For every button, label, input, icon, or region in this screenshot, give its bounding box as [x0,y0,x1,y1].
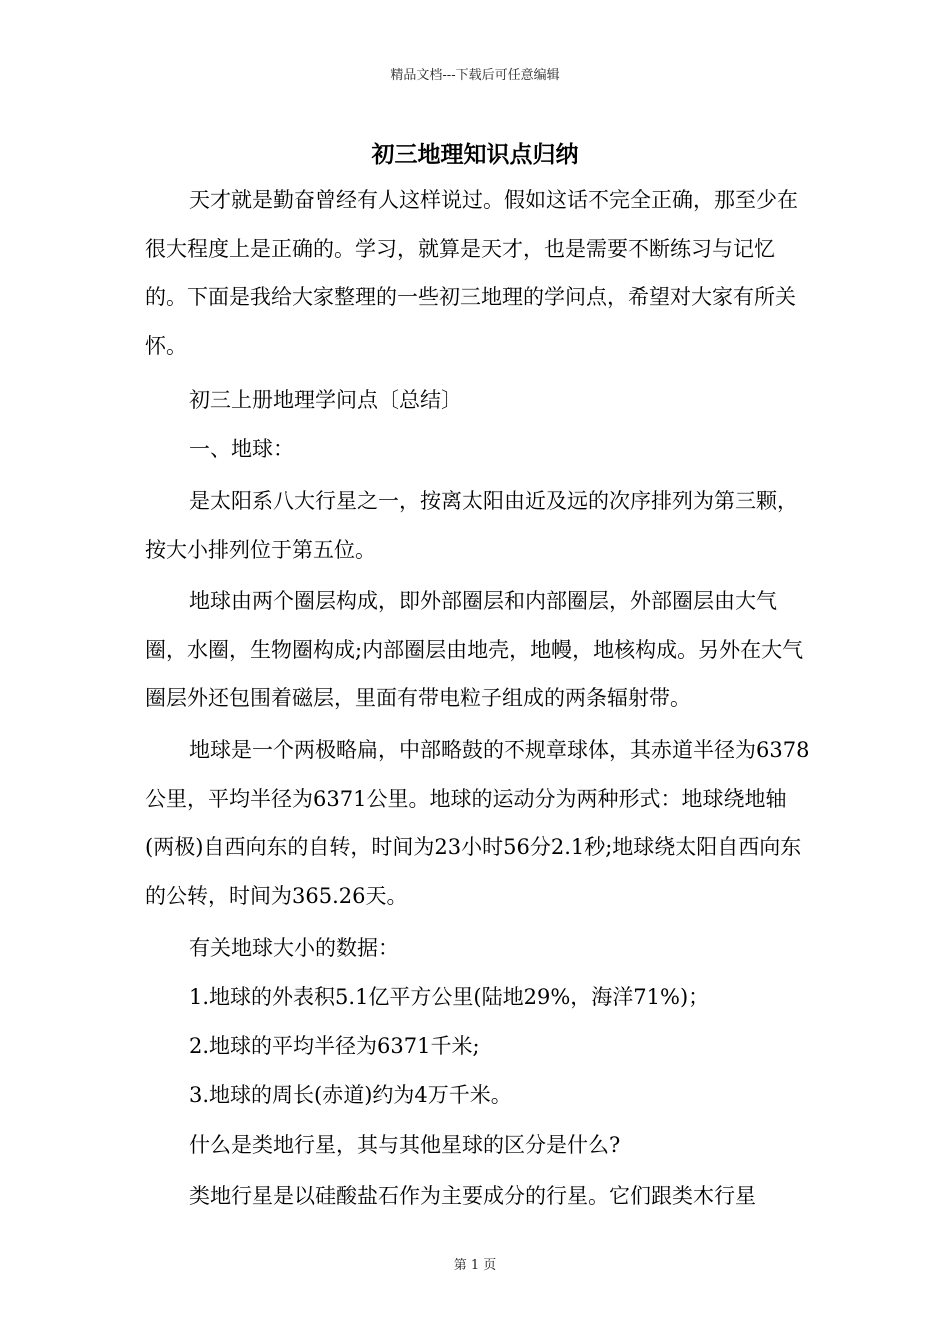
page-header: 精品文档---下载后可任意编辑 [390,68,560,83]
paragraph-earth-shape: 地球是一个两极略扁，中部略鼓的不规章球体，其赤道半径为6378公里，平均半径为6371公里。地球的运动分为两种形式：地球绕地轴(两极)自西向东的自转，时间为23小时56分2.1秒;地球绕太阳自西向东的公转，时间为365.26天。 [145,738,810,908]
paragraph-terrestrial-planet: 类地行星是以硅酸盐石作为主要成分的行星。它们跟类木行星 [189,1184,756,1208]
list-item-3: 3.地球的周长(赤道)约为4万千米。 [189,1083,512,1107]
paragraph-earth-layers: 地球由两个圈层构成，即外部圈层和内部圈层，外部圈层由大气圈，水圈，生物圈构成;内部圈层由地壳，地幔，地核构成。另外在大气圈层外还包围着磁层，里面有带电粒子组成的两条辐射带。 [145,589,804,710]
list-item-1: 1.地球的外表积5.1亿平方公里(陆地29%，海洋71%)； [189,985,710,1009]
section-heading: 初三上册地理学问点〔总结〕 [189,388,462,412]
paragraph-earth-data-heading: 有关地球大小的数据： [189,936,399,960]
list-item-2: 2.地球的平均半径为6371千米; [189,1034,480,1058]
page-number: 第 1 页 [453,1258,497,1273]
paragraph-intro: 天才就是勤奋曾经有人这样说过。假如这话不完全正确，那至少在很大程度上是正确的。学习，就算是天才，也是需要不断练习与记忆的。下面是我给大家整理的一些初三地理的学问点，希望对大家有所关怀。 [145,188,798,358]
paragraph-earth-position: 是太阳系八大行星之一，按离太阳由近及远的次序排列为第三颗，按大小排列位于第五位。 [145,489,798,562]
question-terrestrial-planet: 什么是类地行星，其与其他星球的区分是什么? [189,1133,621,1157]
subsection-heading-earth: 一、地球： [189,437,294,461]
document-title: 初三地理知识点归纳 [371,141,579,168]
